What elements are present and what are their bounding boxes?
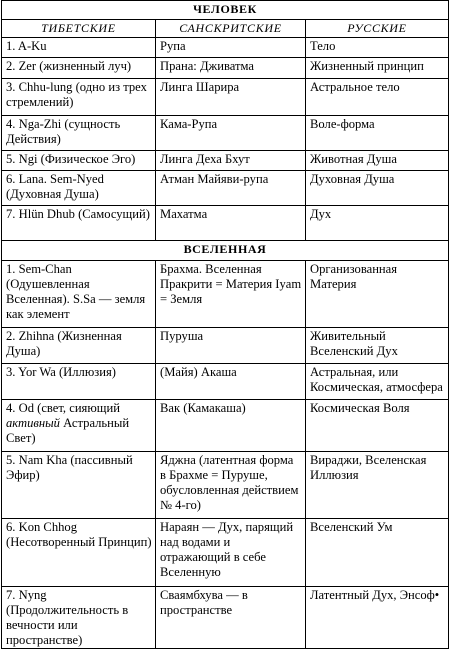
tibetan-cell: 3. Yor Wa (Иллюзия) (2, 364, 156, 400)
table-row (2, 587, 449, 649)
tibetan-cell: 1. Sem-Chan (Одушевленная Вселенная). S.Sa — земля как элемент (2, 261, 156, 328)
table-row (2, 400, 449, 452)
sanskrit-cell: Линга Шарира (156, 79, 306, 116)
russian-cell: Латентный Дух, Энсоф• (306, 587, 449, 649)
tibetan-cell: 1. A-Ku (2, 38, 156, 58)
russian-cell: Организованная Материя (306, 261, 449, 328)
table-row (2, 116, 449, 151)
table-row (2, 171, 449, 206)
sanskrit-cell: Прана: Дживатма (156, 58, 306, 79)
russian-cell: Жизненный принцип (306, 58, 449, 79)
russian-cell: Живительный Вселенский Дух (306, 328, 449, 364)
header-russian: РУССКИЕ (306, 20, 449, 38)
man-section-title: ЧЕЛОВЕК (2, 1, 449, 20)
header-sanskrit: САНСКРИТСКИЕ (156, 20, 306, 38)
russian-cell: Астральная, или Космическая, атмосфера (306, 364, 449, 400)
correspondence-table (1, 0, 449, 649)
tibetan-cell (2, 400, 156, 452)
tibetan-cell: 5. Nam Kha (пассивный Эфир) (2, 452, 156, 519)
russian-cell: Воле-форма (306, 116, 449, 151)
table-row (2, 519, 449, 587)
sanskrit-cell: Кама-Рупа (156, 116, 306, 151)
tibetan-cell: 2. Zhihna (Жизненная Душа) (2, 328, 156, 364)
tibetan-cell: 4. Nga-Zhi (сущность Действия) (2, 116, 156, 151)
table-row (2, 364, 449, 400)
table-row (2, 206, 449, 241)
table-row (2, 261, 449, 328)
tibetan-cell: 2. Zer (жизненный луч) (2, 58, 156, 79)
table-row (2, 38, 449, 58)
table-row (2, 151, 449, 171)
sanskrit-cell: Атман Майяви-рупа (156, 171, 306, 206)
tibetan-cell: 5. Ngi (Физическое Эго) (2, 151, 156, 171)
russian-cell: Вираджи, Вселенская Иллюзия (306, 452, 449, 519)
header-tibetan: ТИБЕТСКИЕ (2, 20, 156, 38)
russian-cell: Космическая Воля (306, 400, 449, 452)
sanskrit-cell: Рупа (156, 38, 306, 58)
universe-section-title: ВСЕЛЕННАЯ (2, 241, 449, 261)
tibetan-cell: 6. Kon Chhog (Несотворенный Принцип) (2, 519, 156, 587)
tibetan-cell: 7. Hlün Dhub (Самосущий) (2, 206, 156, 241)
tibetan-text-end: Астральный Свет) (6, 416, 130, 445)
russian-cell: Духовная Душа (306, 171, 449, 206)
sanskrit-cell: Нараян — Дух, парящий над водами и отражающий в себе Вселенную (156, 519, 306, 587)
universe-section-row (2, 241, 449, 261)
man-section-row (2, 1, 449, 20)
russian-cell: Вселенский Ум (306, 519, 449, 587)
table-row (2, 79, 449, 116)
russian-cell: Животная Душа (306, 151, 449, 171)
sanskrit-cell: Пуруша (156, 328, 306, 364)
tibetan-cell: 3. Chhu-lung (одно из трех стремлений) (2, 79, 156, 116)
tibetan-cell: 7. Nyng (Продолжительность в вечности или пространстве) (2, 587, 156, 649)
russian-cell: Дух (306, 206, 449, 241)
table-row (2, 58, 449, 79)
tibetan-text-start: 4. Od (свет, сияющий (6, 401, 120, 415)
tibetan-text-italic: активный (6, 416, 60, 430)
sanskrit-cell: Махатма (156, 206, 306, 241)
table-row (2, 452, 449, 519)
sanskrit-cell: Линга Деха Бхут (156, 151, 306, 171)
sanskrit-cell: Вак (Камакаша) (156, 400, 306, 452)
column-header-row (2, 20, 449, 38)
sanskrit-cell: Яджна (латентная форма в Брахме = Пуруше, обусловленная действием № 4-го) (156, 452, 306, 519)
sanskrit-cell: (Майя) Акаша (156, 364, 306, 400)
sanskrit-cell: Сваямбхува — в пространстве (156, 587, 306, 649)
russian-cell: Тело (306, 38, 449, 58)
russian-cell: Астральное тело (306, 79, 449, 116)
sanskrit-cell: Брахма. Вселенная Пракрити = Материя Iyam = Земля (156, 261, 306, 328)
tibetan-cell: 6. Lana. Sem-Nyed (Духовная Душа) (2, 171, 156, 206)
table-row (2, 328, 449, 364)
